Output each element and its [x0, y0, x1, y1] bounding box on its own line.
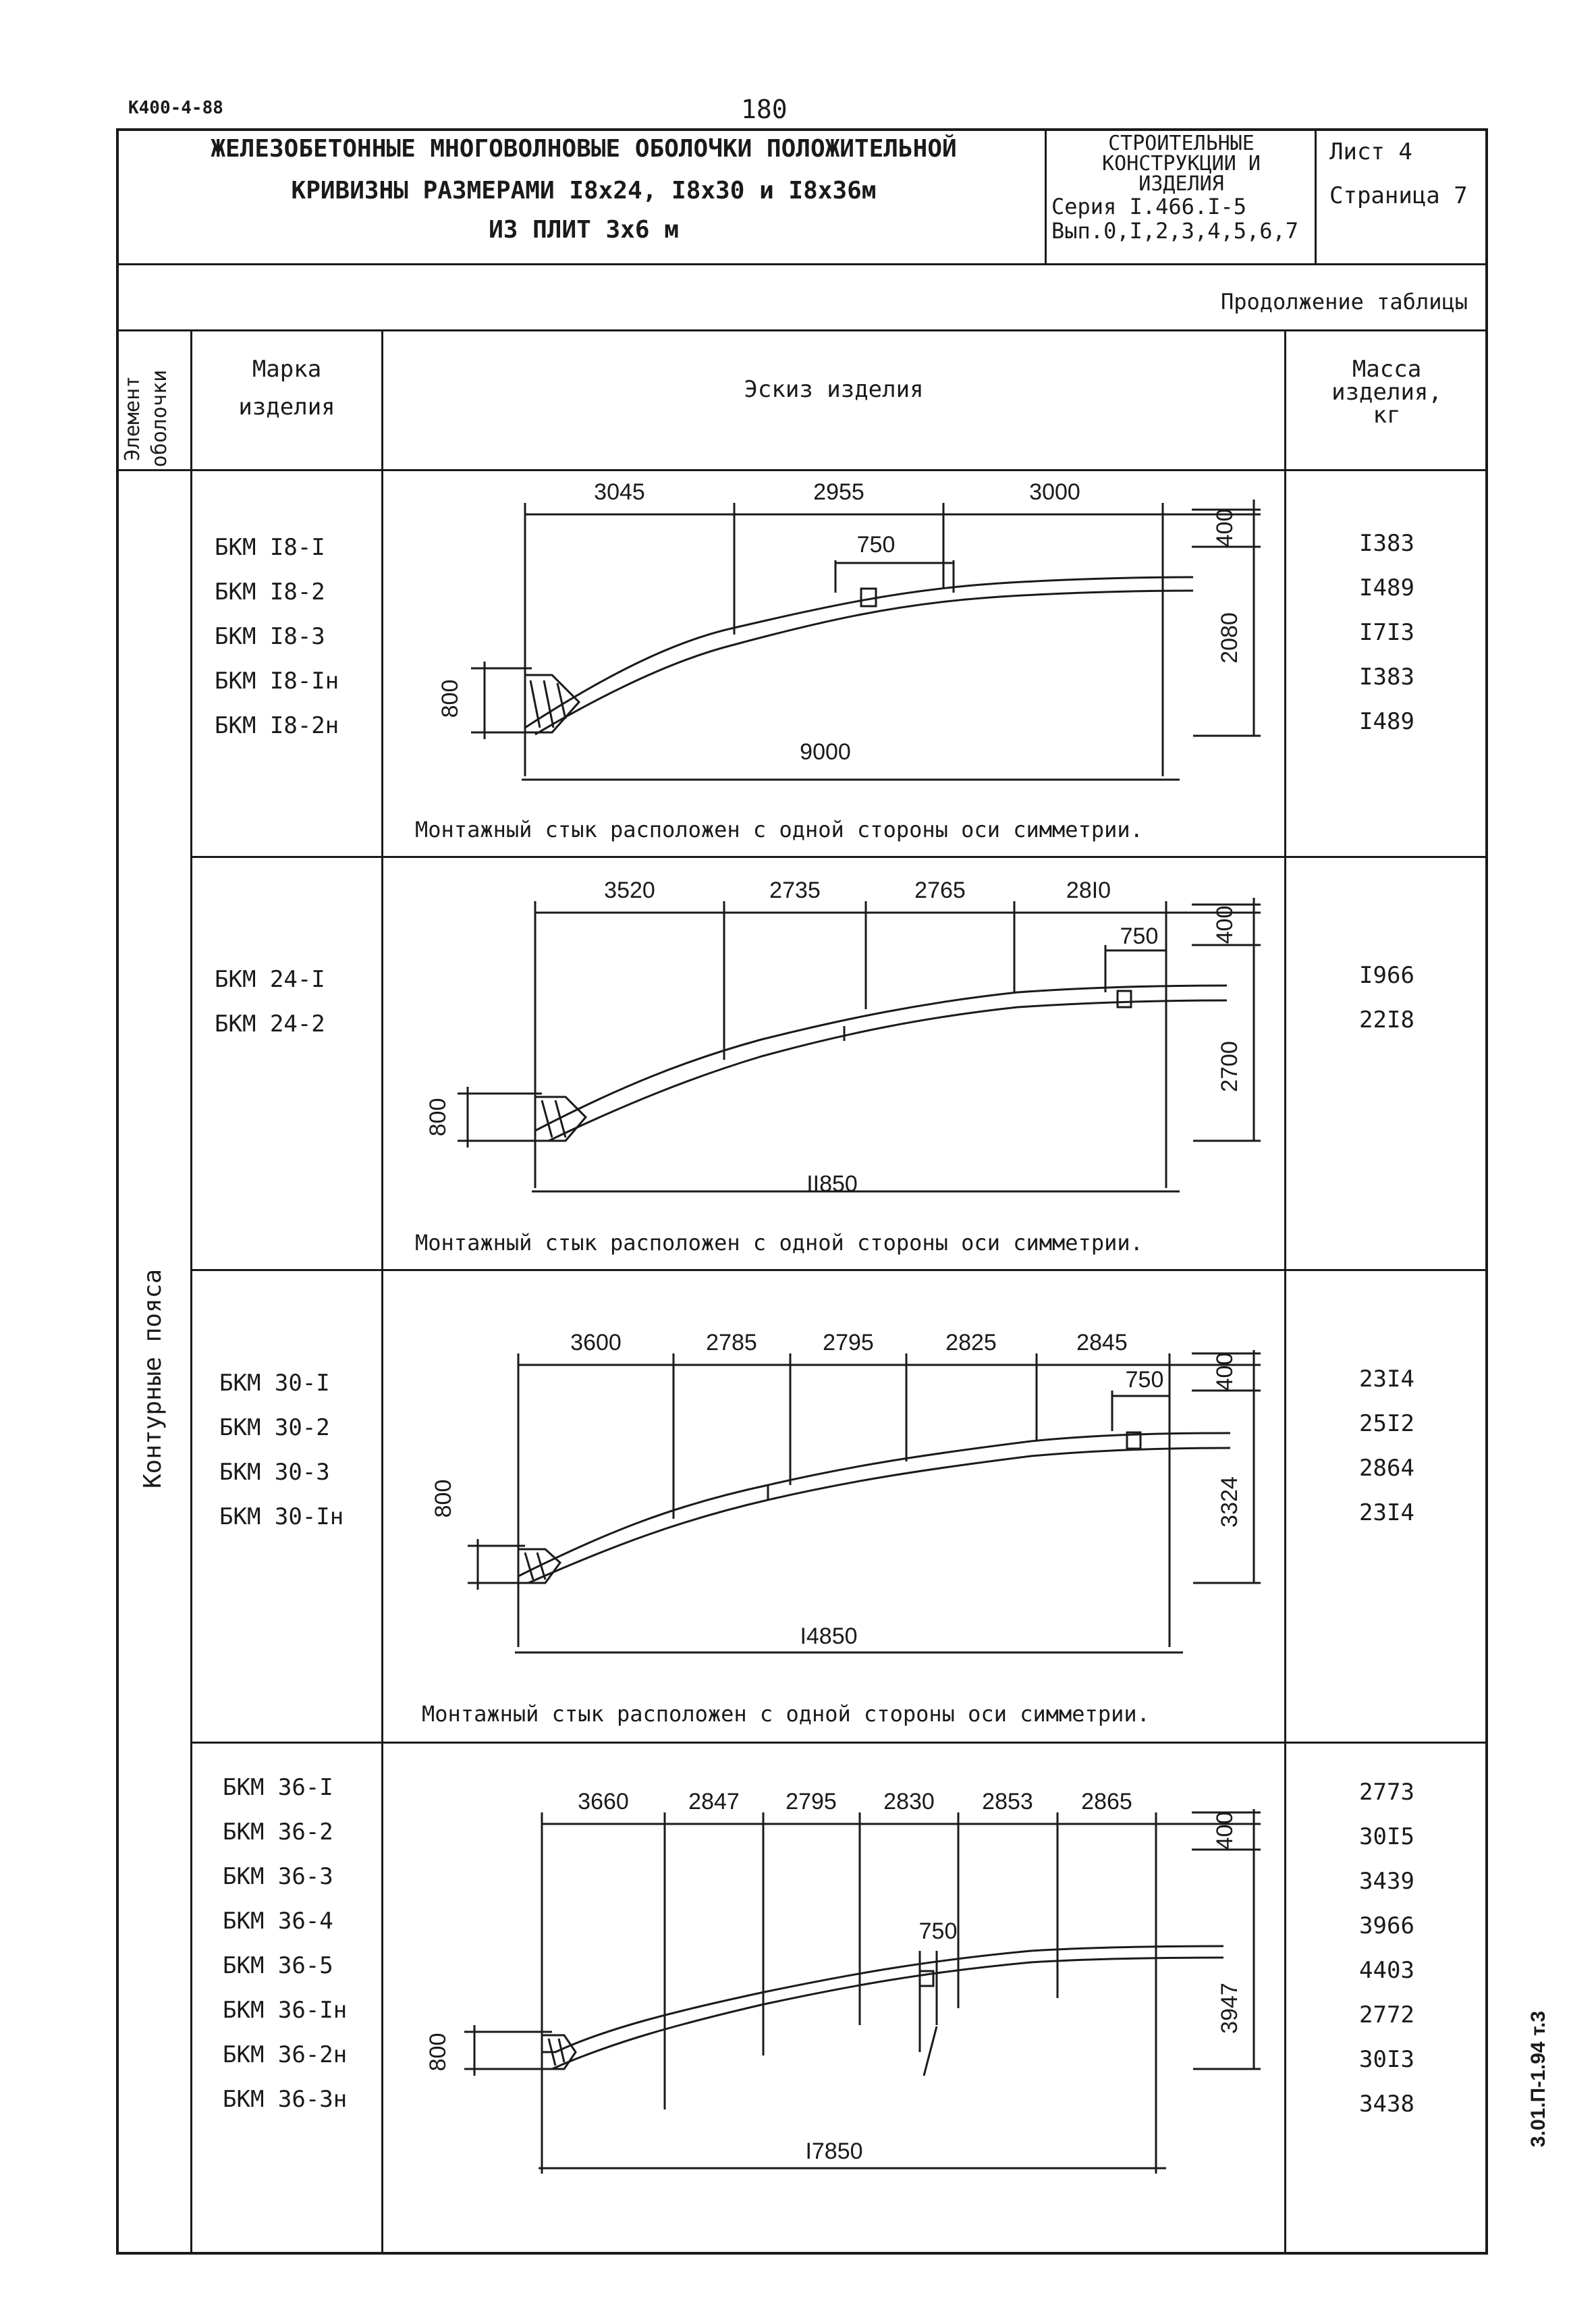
mark-item: БКМ 24-I — [215, 966, 325, 993]
dim-base-height: 800 — [425, 1098, 451, 1137]
mass-item: I7I3 — [1359, 619, 1414, 646]
masses-row-1 — [1286, 521, 1487, 744]
dim-joint: 750 — [856, 532, 896, 558]
dim-segment: 2735 — [769, 878, 821, 903]
header-element — [119, 317, 187, 520]
masses-row-2 — [1286, 953, 1487, 1042]
marks-row-3 — [219, 1361, 343, 1539]
dim-segment: 2830 — [883, 1789, 935, 1814]
mark-item: БКМ 36-2 — [223, 1819, 333, 1846]
header-mass — [1286, 358, 1487, 427]
dim-segment: 2865 — [1081, 1789, 1132, 1814]
note-row-1: Монтажный стык расположен с одной стороны оси симметрии. — [415, 817, 1143, 842]
mark-item: БКМ I8-2 — [215, 578, 325, 606]
header-mark-line2: изделия — [238, 394, 335, 421]
header-mass-line3: кг — [1373, 402, 1401, 429]
row-divider-3 — [190, 1742, 1488, 1744]
series-line-2: КОНСТРУКЦИИ И — [1102, 152, 1261, 176]
mass-item: 3438 — [1359, 2091, 1414, 2118]
header-sketch: Эскиз изделия — [744, 376, 924, 403]
mark-item: БКМ 30-I — [219, 1370, 330, 1397]
mark-item: БКМ 36-5 — [223, 1952, 333, 1979]
mass-item: 23I4 — [1359, 1366, 1414, 1393]
title-divider-1 — [1045, 128, 1047, 263]
header-mark — [192, 354, 381, 422]
mass-item: 4403 — [1359, 1957, 1414, 1984]
mass-item: I383 — [1359, 664, 1414, 691]
dim-base-height: 800 — [431, 1479, 456, 1518]
mark-item: БКМ 36-3н — [223, 2086, 348, 2113]
dim-segment: 2853 — [982, 1789, 1033, 1814]
col-divider-element — [190, 329, 192, 2255]
header-mass-line1: Масса — [1352, 356, 1422, 383]
dim-top: 400 — [1212, 1811, 1238, 1850]
mass-item: 2773 — [1359, 1779, 1414, 1806]
dim-joint: 750 — [1125, 1367, 1164, 1393]
mark-item: БКМ I8-I — [215, 534, 325, 561]
row-divider-2 — [190, 1269, 1488, 1271]
mass-item: 22I8 — [1359, 1006, 1414, 1033]
header-element-text: Элемент оболочки — [121, 369, 171, 468]
dim-segment: 3045 — [594, 479, 645, 505]
dim-joint: 750 — [918, 1918, 958, 1944]
mark-item: БКМ 30-3 — [219, 1459, 330, 1486]
dim-span: I7850 — [805, 2138, 863, 2164]
marks-row-2 — [215, 957, 325, 1046]
header-row-bottom-line — [116, 469, 1488, 471]
series-line-3: ИЗДЕЛИЯ — [1138, 172, 1224, 196]
mark-item: БКМ I8-Iн — [215, 668, 339, 695]
dim-top: 400 — [1212, 508, 1238, 547]
dim-top: 400 — [1212, 1352, 1238, 1391]
mass-item: I383 — [1359, 530, 1414, 557]
mass-item: 30I5 — [1359, 1823, 1414, 1850]
note-row-2: Монтажный стык расположен с одной стороны оси симметрии. — [415, 1230, 1143, 1256]
series-block — [1051, 134, 1311, 243]
mark-item: БКМ 36-I — [223, 1774, 333, 1801]
series-line-4: Серия I.466.I-5 — [1051, 194, 1246, 219]
dim-base-height: 800 — [437, 679, 463, 718]
title-line-3: ИЗ ПЛИТ 3x6 м — [489, 216, 679, 244]
dim-rise: 3324 — [1217, 1476, 1242, 1528]
title-line-1: ЖЕЛЕЗОБЕТОННЫЕ МНОГОВОЛНОВЫЕ ОБОЛОЧКИ ПОЛОЖИТЕЛЬНОЙ — [211, 135, 957, 163]
dim-segment: 2765 — [914, 878, 966, 903]
page-number: 180 — [741, 95, 788, 124]
document-code: К400-4-88 — [128, 98, 223, 118]
dim-segment: 2845 — [1076, 1330, 1128, 1355]
dim-span: I4850 — [800, 1623, 858, 1649]
mark-item: БКМ 36-3 — [223, 1863, 333, 1890]
sketch-row-1 — [383, 473, 1284, 810]
row-divider-1 — [190, 856, 1488, 858]
mark-item: БКМ 36-4 — [223, 1908, 333, 1935]
marks-row-1 — [215, 525, 339, 748]
mark-item: БКМ 30-2 — [219, 1414, 330, 1441]
dim-segment: 28I0 — [1066, 878, 1111, 903]
mass-item: I966 — [1359, 962, 1414, 989]
mass-item: I489 — [1359, 708, 1414, 735]
dim-span: 9000 — [800, 739, 851, 765]
series-line-1: СТРОИТЕЛЬНЫЕ — [1108, 132, 1255, 155]
mark-item: БКМ I8-2н — [215, 712, 339, 739]
mass-item: 30I3 — [1359, 2046, 1414, 2073]
note-row-3: Монтажный стык расположен с одной стороны оси симметрии. — [422, 1701, 1150, 1727]
title-block — [128, 135, 1039, 255]
dim-segment: 3000 — [1029, 479, 1080, 505]
continuation-label: Продолжение таблицы — [1220, 289, 1468, 315]
dim-segment: 3600 — [570, 1330, 622, 1355]
side-code: 3.01.П-1.94 т.3 — [1527, 2010, 1549, 2148]
title-divider-2 — [1315, 128, 1317, 263]
mass-item: 3966 — [1359, 1912, 1414, 1939]
header-mass-line2: изделия, — [1331, 379, 1442, 406]
dim-rise: 2080 — [1217, 612, 1242, 664]
mass-item: 3439 — [1359, 1868, 1414, 1895]
mark-item: БКМ I8-3 — [215, 623, 325, 650]
masses-row-3 — [1286, 1357, 1487, 1535]
mass-item: 25I2 — [1359, 1410, 1414, 1437]
mark-item: БКМ 36-Iн — [223, 1997, 348, 2024]
sketch-row-2 — [383, 871, 1284, 1229]
dim-segment: 2795 — [823, 1330, 874, 1355]
dim-top: 400 — [1212, 905, 1238, 944]
dim-segment: 2785 — [706, 1330, 757, 1355]
dim-segment: 3520 — [604, 878, 655, 903]
title-block-bottom-line — [116, 263, 1488, 265]
marks-row-4 — [223, 1765, 347, 2122]
page-label: Страница 7 — [1329, 182, 1468, 209]
mass-item: 2864 — [1359, 1455, 1414, 1482]
sketch-row-3 — [383, 1323, 1284, 1674]
dim-span: II850 — [806, 1171, 858, 1197]
mass-item: 2772 — [1359, 2001, 1414, 2028]
mass-item: 23I4 — [1359, 1499, 1414, 1526]
dim-joint: 750 — [1120, 923, 1159, 949]
continuation-bottom-line — [116, 329, 1488, 331]
mark-item: БКМ 36-2н — [223, 2041, 348, 2068]
group-label: Контурные пояса — [139, 1268, 167, 1488]
sheet-label: Лист 4 — [1329, 138, 1412, 165]
mark-item: БКМ 24-2 — [215, 1011, 325, 1038]
dim-segment: 2955 — [813, 479, 864, 505]
title-line-2: КРИВИЗНЫ РАЗМЕРАМИ I8x24, I8x30 и I8x36м — [291, 177, 877, 205]
mark-item: БКМ 30-Iн — [219, 1503, 344, 1530]
header-mark-line1: Марка — [252, 356, 322, 383]
series-line-5: Вып.0,I,2,3,4,5,6,7 — [1051, 218, 1299, 244]
mass-item: I489 — [1359, 574, 1414, 601]
masses-row-4 — [1286, 1770, 1487, 2126]
dim-base-height: 800 — [425, 2033, 451, 2072]
dim-segment: 2795 — [786, 1789, 837, 1814]
sketch-row-4 — [383, 1755, 1284, 2174]
dim-segment: 2825 — [945, 1330, 997, 1355]
dim-rise: 2700 — [1217, 1041, 1242, 1092]
dim-segment: 3660 — [578, 1789, 629, 1814]
dim-rise: 3947 — [1217, 1983, 1242, 2034]
dim-segment: 2847 — [688, 1789, 740, 1814]
